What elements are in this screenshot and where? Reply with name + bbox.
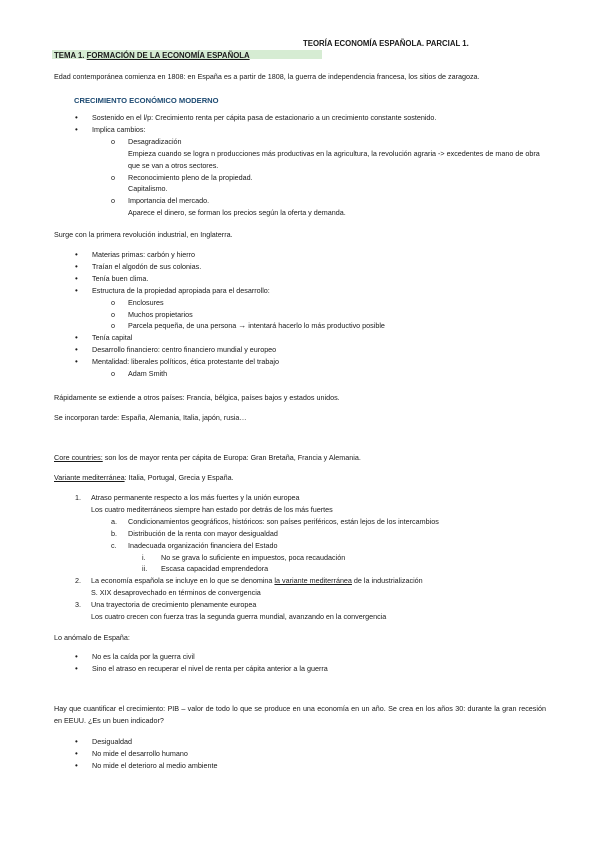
lettered-item: c. Inadecuada organización financiera del Estado	[111, 540, 278, 550]
sub-bullet-marker: o	[111, 297, 115, 307]
revolution-intro: Surge con la primera revolución industrial, en Inglaterra.	[54, 230, 233, 239]
anomaly-intro: Lo anómalo de España:	[54, 633, 130, 642]
pib-list	[54, 736, 554, 772]
numbered-item-detail: S. XIX desaprovechado en términos de convergencia	[91, 588, 261, 598]
sub-list-item: o Enclosures	[111, 297, 164, 307]
list-item: • No mide el desarrollo humano	[54, 748, 554, 760]
list-item: • No mide el deterioro al medio ambiente	[54, 760, 554, 772]
sub-list-item: o Reconocimiento pleno de la propiedad.	[111, 172, 253, 182]
right-arrow-icon: →	[238, 321, 247, 331]
sub-bullet-marker: o	[111, 136, 115, 146]
sub-bullet-marker: o	[111, 172, 115, 182]
sub-item-detail: Empieza cuando se logra n producciones más productivas en la agricultura, la revolución agraria -> excedentes de mano de obra que se van a otros sectores.	[128, 148, 540, 170]
numbered-item: 3. Una trayectoria de crecimiento plenamente europea	[75, 600, 257, 610]
list-item: • No es la caída por la guerra civil	[54, 651, 554, 663]
list-item: • Tenía buen clima.	[54, 273, 554, 285]
list-item: • Tenía capital	[54, 332, 554, 344]
growth-list	[54, 112, 554, 219]
late-paragraph: Se incorporan tarde: España, Alemania, Italia, japón, rusia…	[54, 413, 247, 422]
document-header: TEORÍA ECONOMÍA ESPAÑOLA. PARCIAL 1.	[303, 39, 469, 48]
sub-item-detail: Capitalismo.	[128, 184, 168, 194]
list-item: • Sino el atraso en recuperar el nivel de renta per cápita anterior a la guerra	[54, 663, 554, 675]
numbered-item: 2. La economía española se incluye en lo que se denomina la variante mediterránea de la industrialización	[75, 576, 423, 586]
sub-list-item: o Adam Smith	[111, 369, 168, 379]
sub-bullet-marker: o	[111, 196, 115, 206]
variant-paragraph: Variante mediterránea: Italia, Portugal, Grecia y España.	[54, 473, 234, 482]
list-item: • Mentalidad: liberales políticos, ética protestante del trabajo	[54, 356, 554, 368]
list-item: • Desigualdad	[54, 736, 554, 748]
sub-bullet-marker: o	[111, 321, 115, 331]
sub-list-item: o Desagradización	[111, 136, 182, 146]
sub-list-item: o Importancia del mercado.	[111, 196, 210, 206]
lettered-item: b. Distribución de la renta con mayor desigualdad	[111, 528, 278, 538]
topic-prefix: TEMA 1.	[54, 51, 87, 60]
core-countries-paragraph: Core countries: son los de mayor renta per cápita de Europa: Gran Bretaña, Francia y Alemania.	[54, 453, 361, 462]
numbered-item-detail: Los cuatro mediterráneos siempre han estado por detrás de los más fuertes	[91, 504, 333, 514]
numbered-list	[54, 492, 554, 623]
section-heading: CRECIMIENTO ECONÓMICO MODERNO	[74, 96, 219, 105]
list-item: • Desarrollo financiero: centro financiero mundial y europeo	[54, 344, 554, 356]
pib-paragraph: Hay que cuantificar el crecimiento: PIB – valor de todo lo que se produce en una economía en un año. Se crea en los años 30: durante la gran recesión en EEUU. ¿Es un buen indicador?	[54, 704, 546, 725]
roman-item: i. No se grava lo suficiente en impuestos, poca recaudación	[142, 552, 346, 562]
topic-title	[54, 50, 250, 62]
intro-paragraph: Edad contemporánea comienza en 1808: en España es a partir de 1808, la guerra de independencia francesa, los sitios de zaragoza.	[54, 72, 480, 81]
variant-inline-link: la variante mediterránea	[274, 576, 352, 586]
variant-label: Variante mediterránea	[54, 473, 125, 482]
list-item: • Sostenido en el l/p: Crecimiento renta per cápita pasa de estacionario a un crecimiento constante sostenido.	[54, 112, 554, 124]
numbered-item-detail: Los cuatro crecen con fuerza tras la segunda guerra mundial, avanzando en la convergencia	[91, 612, 387, 622]
list-item: • Estructura de la propiedad apropiada para el desarrollo:	[54, 285, 554, 297]
list-item: • Traían el algodón de sus colonias.	[54, 261, 554, 273]
spread-paragraph: Rápidamente se extiende a otros países: Francia, bélgica, países bajos y estados unidos.	[54, 393, 340, 402]
sub-bullet-marker: o	[111, 369, 115, 379]
sub-item-detail: Aparece el dinero, se forman los precios según la oferta y demanda.	[128, 208, 346, 218]
list-item: • Implica cambios:	[54, 124, 554, 136]
sub-list-item: o Parcela pequeña, de una persona → intentará hacerlo lo más productivo posible	[111, 321, 385, 331]
numbered-item: 1. Atraso permanente respecto a los más fuertes y la unión europea	[75, 493, 300, 502]
sub-bullet-marker: o	[111, 309, 115, 319]
roman-item: ii. Escasa capacidad emprendedora	[142, 564, 269, 574]
revolution-list	[54, 249, 554, 380]
core-countries-label: Core countries:	[54, 453, 103, 462]
topic-name: FORMACIÓN DE LA ECONOMÍA ESPAÑOLA	[86, 51, 250, 60]
sub-list-item: o Muchos propietarios	[111, 309, 193, 319]
anomaly-list	[54, 651, 554, 675]
list-item: • Materias primas: carbón y hierro	[54, 249, 554, 261]
lettered-item: a. Condicionamientos geográficos, históricos: son países periféricos, están lejos de los intercambios	[111, 516, 439, 526]
